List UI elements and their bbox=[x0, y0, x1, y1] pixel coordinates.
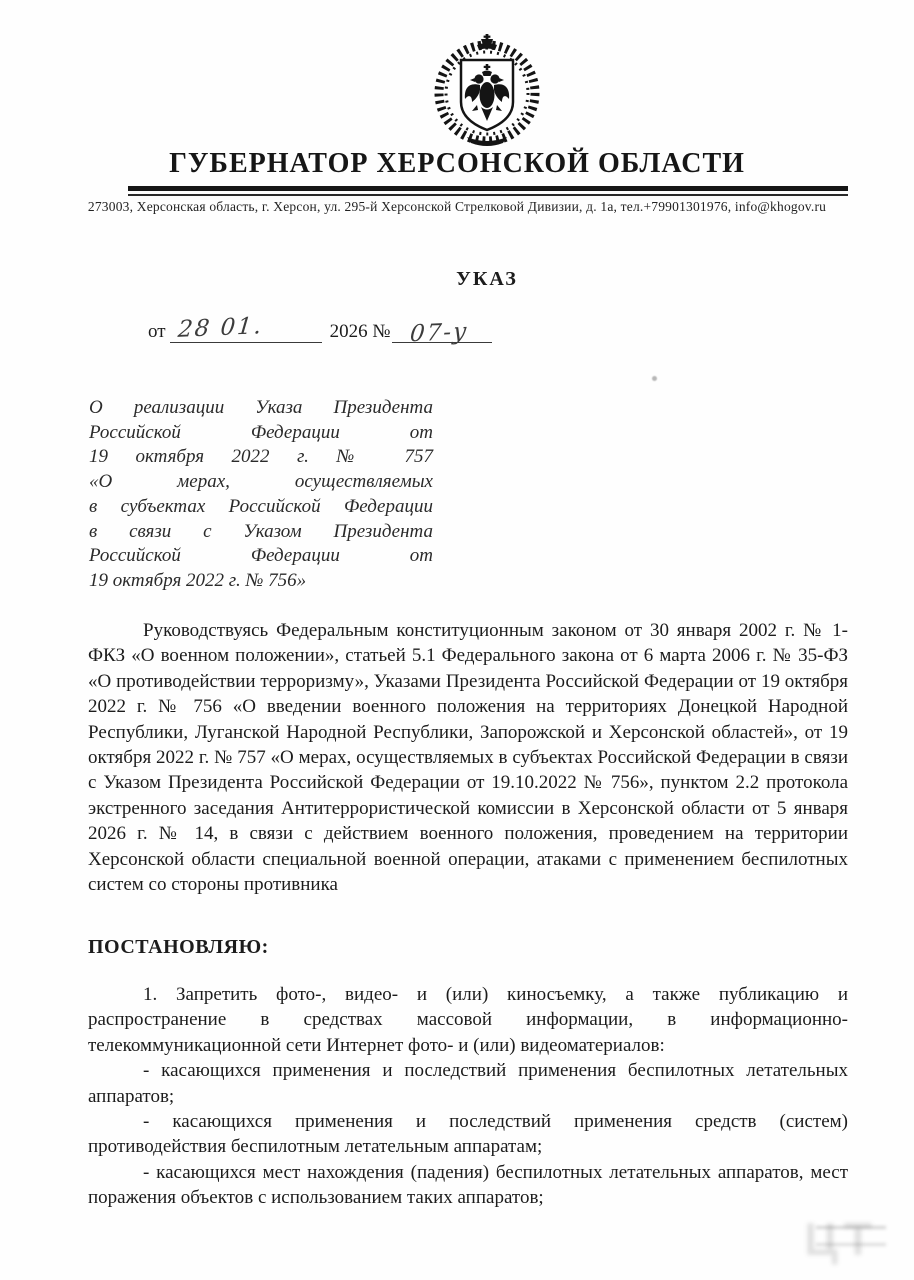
date-number-row bbox=[148, 313, 748, 348]
year-number-label: 2026 № bbox=[329, 321, 391, 342]
decree-items bbox=[88, 982, 848, 1211]
org-title: ГУБЕРНАТОР ХЕРСОНСКОЙ ОБЛАСТИ bbox=[169, 148, 745, 179]
decree-subitem: - касающихся применения и последствий применения средств (систем) противодействия беспилотным летательным аппаратам; bbox=[88, 1111, 848, 1158]
subject-line: 19 октября 2022 г. № 757 bbox=[89, 446, 433, 468]
scan-speck bbox=[652, 376, 657, 381]
subject-line: «О мерах, осуществляемых bbox=[89, 471, 433, 493]
date-blank-line bbox=[170, 313, 322, 343]
address-line: 273003, Херсонская область, г. Херсон, ул. 295-й Херсонской Стрелковой Дивизии, д. 1а, тел.+79901301976, info@khogov.ru bbox=[87, 199, 827, 214]
scan-watermark: ЦТ bbox=[804, 1213, 878, 1265]
handwritten-number: 07-у bbox=[409, 318, 471, 348]
number-blank-line bbox=[392, 318, 492, 348]
decree-subitem: - касающихся мест нахождения (падения) беспилотных летательных аппаратов, мест поражения объектов с использованием таких аппаратов; bbox=[88, 1161, 848, 1209]
decree-subject bbox=[89, 396, 433, 594]
resolution-heading: ПОСТАНОВЛЯЮ: bbox=[88, 936, 269, 958]
handwritten-date: 28 01. bbox=[176, 313, 264, 343]
date-prefix-label: от bbox=[148, 321, 166, 342]
preamble-paragraph: Руководствуясь Федеральным конституционным законом от 30 января 2002 г. № 1-ФКЗ «О военном положении», статьей 5.1 Федерального закона от 6 марта 2006 г. № 35-ФЗ «О противодействии терроризму», Указами Президента Российской Федерации от 19 октября 2022 г. № 756 «О введении военного положения на территориях Донецкой Народной Республики, Луганской Народной Республики, Запорожской и Херсонской областей», от 19 октября 2022 г. № 757 «О мерах, осуществляемых в субъектах Российской Федерации в связи с Указом Президента Российской Федерации от 19.10.2022 № 756», пунктом 2.2 протокола экстренного заседания Антитеррористической комиссии в Херсонской области от 5 января 2026 г. № 14, в связи с действием военного положения, проведением на территории Херсонской области специальной военной операции, атаками с применением беспилотных систем со стороны противника bbox=[88, 620, 848, 896]
subject-line: Российской Федерации от bbox=[89, 545, 433, 567]
subject-line: Российской Федерации от bbox=[89, 421, 433, 443]
decree-subitem: - касающихся применения и последствий применения беспилотных летательных аппаратов; bbox=[88, 1060, 848, 1107]
decree-item: 1. Запретить фото-, видео- и (или) киносъемку, а также публикацию и распространение в средствах массовой информации, в информационно-телекоммуникационной сети Интернет фото- и (или) видеоматериалов: bbox=[88, 984, 848, 1056]
doc-type-title: УКАЗ bbox=[456, 268, 518, 290]
coat-of-arms-icon bbox=[427, 33, 547, 147]
subject-line: О реализации Указа Президента bbox=[89, 397, 433, 418]
header-divider bbox=[128, 186, 848, 196]
subject-line: в связи с Указом Президента bbox=[89, 520, 433, 542]
subject-line: в субъектах Российской Федерации bbox=[89, 495, 433, 517]
subject-line: 19 октября 2022 г. № 756» bbox=[89, 569, 307, 591]
